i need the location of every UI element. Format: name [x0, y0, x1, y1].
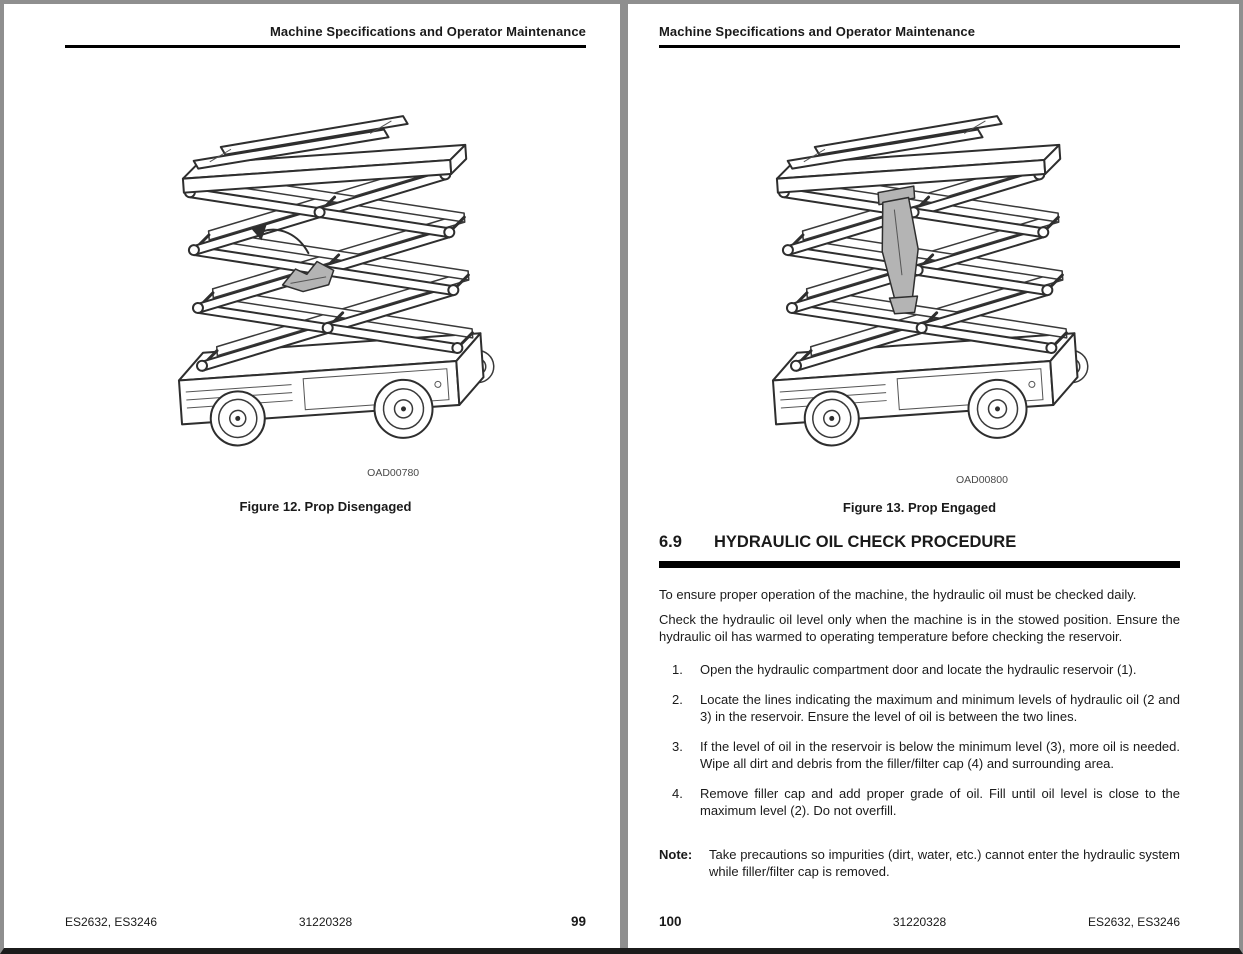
running-header-right: Machine Specifications and Operator Maintenance: [659, 24, 976, 39]
page-number-99: 99: [570, 914, 587, 929]
running-header-left: Machine Specifications and Operator Maintenance: [269, 24, 586, 39]
paragraph-oil-check-daily: To ensure proper operation of the machine, the hydraulic oil must be checked daily.: [659, 587, 1137, 602]
header-rule-left: [65, 45, 586, 48]
figure-12-art-code: OAD00780: [367, 467, 420, 479]
section-title: HYDRAULIC OIL CHECK PROCEDURE: [714, 533, 1017, 551]
footer-right-page: [659, 914, 1180, 935]
scissor-lift-illustration-prop-engaged: [740, 70, 1100, 488]
section-heading: [659, 533, 1180, 552]
step-1-number: 1.: [672, 662, 683, 677]
step-1-text: Open the hydraulic compartment door and locate the hydraulic reservoir (1).: [700, 662, 1137, 677]
step-4-number: 4.: [672, 786, 683, 801]
note-text: Take precautions so impurities (dirt, water, etc.) cannot enter the hydraulic system while filler/filter cap is removed.: [709, 847, 1180, 879]
step-2: [659, 691, 1180, 725]
section-number: 6.9: [659, 533, 682, 551]
page-100: [628, 4, 1239, 948]
step-1: [659, 661, 1180, 678]
footer-model-numbers: ES2632, ES3246: [1087, 915, 1181, 929]
note-block: [659, 846, 1180, 880]
figure-13-caption: Figure 13. Prop Engaged: [842, 500, 997, 515]
step-3-number: 3.: [672, 739, 683, 754]
step-2-number: 2.: [672, 692, 683, 707]
page-99: [4, 4, 620, 948]
footer-left-page: [65, 914, 586, 935]
paragraph-stowed-position: Check the hydraulic oil level only when the machine is in the stowed position. Ensure the hydraulic oil has warmed to operating temperature before checking the reservoir.: [659, 612, 1180, 644]
note-label: Note:: [659, 847, 693, 862]
figure-13-art-code: OAD00800: [955, 474, 1008, 486]
figure-13: [659, 70, 1180, 490]
figure-12: [65, 74, 586, 489]
footer-doc-number: 31220328: [892, 915, 947, 929]
footer-doc-number: 31220328: [298, 915, 353, 929]
scissor-lift-illustration-prop-disengaged: [146, 74, 506, 484]
step-4-text: Remove filler cap and add proper grade of oil. Fill until oil level is close to the maximum level (2). Do not overfill.: [700, 786, 1180, 818]
step-3: [659, 738, 1180, 772]
step-2-text: Locate the lines indicating the maximum and minimum levels of hydraulic oil (2 and 3) in the reservoir. Ensure the level of oil is between the two lines.: [700, 692, 1180, 724]
step-3-text: If the level of oil in the reservoir is below the minimum level (3), more oil is needed. Wipe all dirt and debris from the filler/filter cap (4) and surrounding area.: [700, 739, 1180, 771]
page-gutter-divider: [620, 4, 628, 948]
step-4: [659, 785, 1180, 819]
figure-12-caption: Figure 12. Prop Disengaged: [239, 499, 412, 514]
footer-model-numbers: ES2632, ES3246: [65, 915, 158, 929]
page-number-100: 100: [659, 914, 682, 929]
section-rule: [659, 561, 1180, 568]
procedure-steps: [659, 661, 1180, 832]
header-rule-right: [659, 45, 1180, 48]
